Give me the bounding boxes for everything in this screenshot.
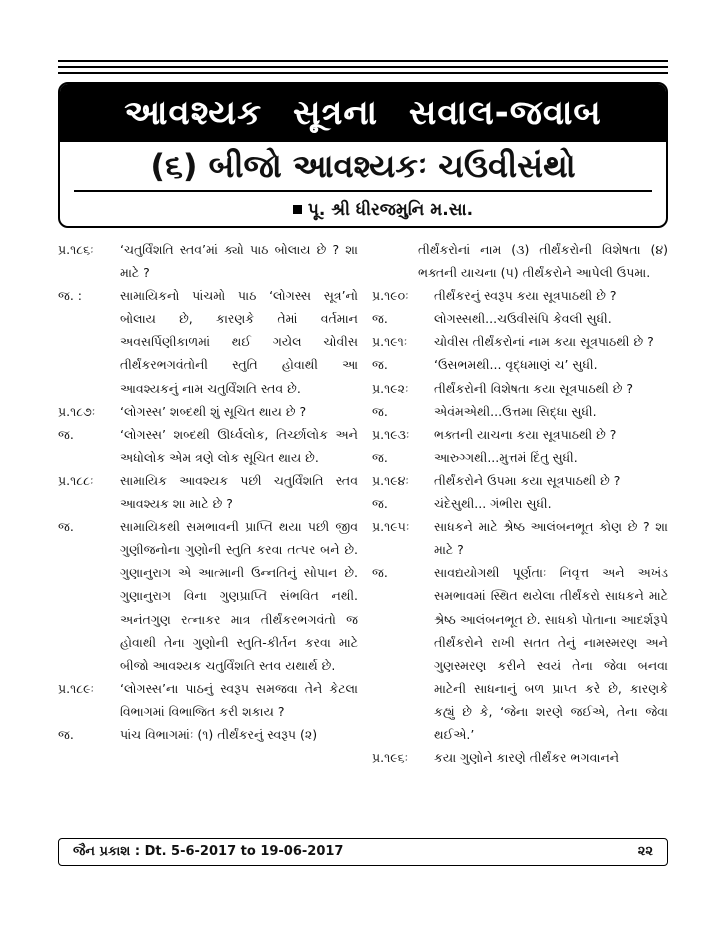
qa-text: સાધકને માટે શ્રેષ્ઠ આલંબનભૂત કોણ છે ? શા માટે ?: [434, 519, 668, 558]
qa-item: [58, 515, 358, 677]
qa-label: પ્ર.૧૯૫ઃ: [372, 519, 410, 535]
qa-label: પ્ર.૧૯૪ઃ: [372, 472, 409, 488]
page-number: ૨૨: [637, 844, 653, 859]
square-bullet-icon: [293, 205, 302, 214]
qa-label: પ્ર.૧૯૨ઃ: [372, 380, 409, 396]
author-line: [60, 192, 666, 228]
qa-item: [58, 423, 358, 469]
qa-item: [58, 723, 358, 746]
qa-text: તીર્થંકરોને ઉપમા કયા સૂત્રપાઠથી છે ?: [434, 472, 621, 488]
qa-text: ‘ઉસભમથી... વૃદ્ધમાણં ચ’ સુધી.: [434, 357, 598, 373]
qa-label: પ્ર.૧૯૧ઃ: [372, 334, 408, 350]
qa-text: ભક્તની યાચના કયા સૂત્રપાઠથી છે ?: [434, 426, 617, 442]
qa-item: [372, 307, 668, 330]
qa-item: [372, 353, 668, 376]
qa-text: સામાયિકથી સમભાવની પ્રાપ્તિ થયા પછી જીવ ગુણીજનોના ગુણોની સ્તુતિ કરવા તત્પર બને છે. ગુણાનુરાગ એ આત્માની ઉન્નતિનું સોપાન છે. ગુણાનુરાગ વિના ગુણપ્રાપ્તિ સંભવિત નથી. અનંતગુણ રત્નાકર માત્ર તીર્થંકરભગવંતો જ હોવાથી તેના ગુણોની સ્તુતિ-કીર્તન કરવા માટે બીજો આવશ્યક ચતુર્વિંશતિ સ્તવ યથાર્થ છે.: [120, 519, 358, 673]
qa-text: ‘લોગસ્સ’ના પાઠનું સ્વરૂપ સમજવા તેને કેટલા વિભાગમાં વિભાજિત કરી શકાય ?: [120, 680, 358, 719]
qa-text: ‘ચતુર્વિંશતિ સ્તવ’માં ક્યો પાઠ બોલાય છે ? શા માટે ?: [120, 242, 358, 281]
qa-text: પાંચ વિભાગમાંઃ (૧) તીર્થંકરનું સ્વરૂપ (૨): [120, 726, 318, 742]
qa-item: [372, 515, 668, 561]
qa-label: જ.: [372, 357, 388, 373]
qa-text: આરુગ્ગથી...મુત્તમં દિંતુ સુધી.: [434, 449, 578, 465]
continued-answer: તીર્થંકરોનાં નામ (૩) તીર્થંકરોની વિશેષતા (૪) ભક્તની યાચના (૫) તીર્થંકરોને આપેલી ઉપમા.: [418, 242, 668, 281]
qa-label: પ્ર.૧૯૦ઃ: [372, 288, 409, 304]
qa-label: પ્ર.૧૮૭ઃ: [58, 403, 96, 419]
qa-item: [372, 400, 668, 423]
qa-text: ચોવીસ તીર્થંકરોનાં નામ કયા સૂત્રપાઠથી છે ?: [434, 334, 654, 350]
right-column: [372, 238, 668, 769]
qa-label: જ.: [372, 311, 388, 327]
qa-item: [58, 284, 358, 399]
chapter-subtitle: (૬) બીજો આવશ્યકઃ ચઉવીસંથો: [74, 142, 652, 192]
qa-label: જ.: [372, 565, 388, 581]
qa-item: [372, 330, 668, 353]
qa-label: જ.: [372, 496, 388, 512]
qa-text: સામાયિક આવશ્યક પછી ચતુર્વિંશતિ સ્તવ આવશ્યક શા માટે છે ?: [120, 472, 358, 512]
left-column: [58, 238, 358, 746]
qa-item: [372, 469, 668, 492]
qa-label: પ્ર.૧૮૯ઃ: [58, 680, 95, 696]
qa-text: સાવદ્યયોગથી પૂર્ણતાઃ નિવૃત્ત અને અખંડ સમભાવમાં સ્થિત થયેલા તીર્થંકરો સાધકને માટે શ્રેષ્ઠ આલંબનભૂત છે. સાધકો પોતાના આદર્શરૂપે તીર્થંકરોને રાખી સતત તેનું નામસ્મરણ અને ગુણસ્મરણ કરીને સ્વયં તેના જેવા બનવા માટેની સાધનાનું બળ પ્રાપ્ત કરે છે, કારણકે કહ્યું છે કે, ‘જેના શરણે જઈએ, તેના જેવા થઈએ.’: [434, 565, 668, 742]
qa-label: પ્ર.૧૯૩ઃ: [372, 426, 410, 442]
page-title: આવશ્યક સૂત્રના સવાલ-જવાબ: [60, 84, 666, 142]
qa-label: જ. :: [58, 288, 82, 304]
qa-item: [372, 561, 668, 746]
qa-item: [372, 284, 668, 307]
qa-label: જ.: [58, 519, 74, 535]
qa-text: કયા ગુણોને કારણે તીર્થંકર ભગવાનને: [434, 750, 620, 766]
qa-label: પ્ર.૧૯૬ઃ: [372, 750, 409, 766]
qa-label: જ.: [372, 449, 388, 465]
author-name: પૂ. શ્રી ધીરજમુનિ મ.સા.: [307, 200, 474, 220]
qa-text: એવંમએથી...ઉત્તમા સિદ્ધા સુધી.: [434, 403, 597, 419]
qa-item: [372, 492, 668, 515]
qa-item: [58, 469, 358, 515]
qa-item: [372, 423, 668, 446]
qa-item: [58, 677, 358, 723]
qa-label: પ્ર.૧૮૬ઃ: [58, 242, 94, 257]
title-box: [58, 82, 668, 228]
qa-item: [372, 746, 668, 769]
qa-item: [58, 238, 358, 284]
qa-item: [58, 400, 358, 423]
qa-item: [372, 446, 668, 469]
top-rule: [58, 60, 668, 62]
qa-text: સામાયિકનો પાંચમો પાઠ ‘લોગસ્સ સૂત્ર’નો બોલાય છે, કારણકે તેમાં વર્તમાન અવસર્પિણીકાળમાં થઈ ગયેલ ચોવીસ તીર્થંકરભગવંતોની સ્તુતિ હોવાથી આ આવશ્યકનું નામ ચતુર્વિંશતિ સ્તવ છે.: [120, 288, 358, 396]
qa-text: ‘લોગસ્સ’ શબ્દથી શું સૂચિત થાય છે ?: [120, 403, 307, 419]
qa-text: ચંદેસુથી... ગંભીરા સુધી.: [434, 496, 552, 512]
qa-text: તીર્થંકરનું સ્વરૂપ કયા સૂત્રપાઠથી છે ?: [434, 288, 617, 304]
qa-text: લોગસ્સથી...ચઉવીસંપિ કેવલી સુધી.: [434, 311, 612, 327]
qa-label: જ.: [58, 426, 74, 442]
qa-label: પ્ર.૧૮૮ઃ: [58, 472, 94, 488]
qa-item: [372, 377, 668, 400]
qa-label: જ.: [372, 403, 388, 419]
publication-info: જૈન પ્રકાશ : Dt. 5-6-2017 to 19-06-2017: [73, 844, 344, 859]
qa-text: તીર્થંકરોની વિશેષતા કયા સૂત્રપાઠથી છે ?: [434, 380, 634, 396]
top-rule: [58, 66, 668, 68]
page-footer: [58, 838, 668, 866]
qa-label: જ.: [58, 726, 74, 742]
top-rule: [58, 72, 668, 74]
qa-text: ‘લોગસ્સ’ શબ્દથી ઊર્ધ્વલોક, તિર્ચ્છાલોક અને અધોલોક એમ ત્રણે લોક સૂચિત થાય છે.: [120, 426, 358, 465]
